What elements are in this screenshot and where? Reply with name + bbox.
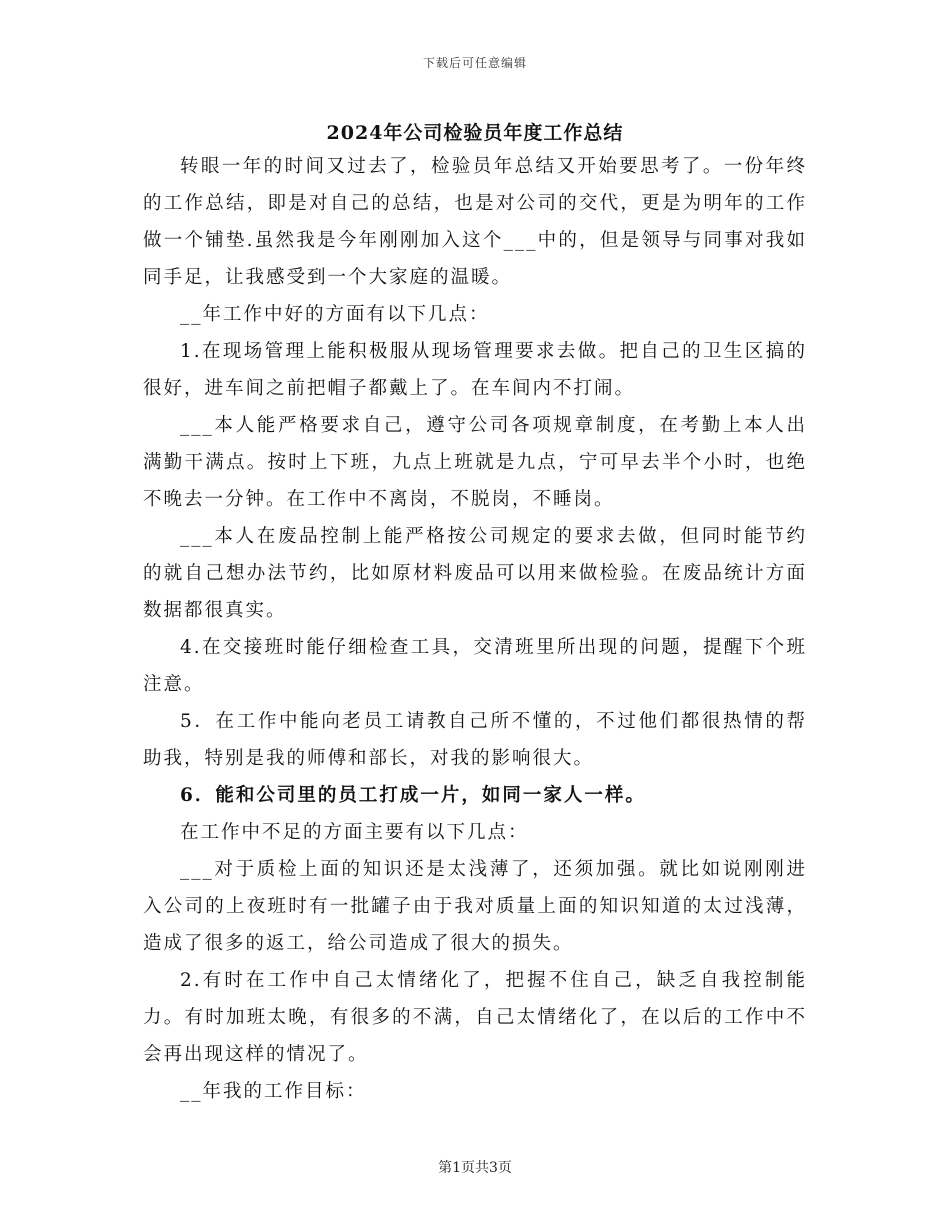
header-note: 下载后可任意编辑 [422, 56, 527, 70]
paragraph-strength-4: 4.在交接班时能仔细检查工具，交清班里所出现的问题，提醒下个班注意。 [143, 637, 807, 695]
paragraph-strength-2: ___本人能严格要求自己，遵守公司各项规章制度，在考勤上本人出满勤干满点。按时上下班，九点上班就是九点，宁可早去半个小时，也绝不晚去一分钟。在工作中不离岗，不脱岗，不睡岗。 [143, 415, 807, 510]
paragraph-strength-5: 5．在工作中能向老员工请教自己所不懂的，不过他们都很热情的帮助我，特别是我的师傅和部长，对我的影响很大。 [143, 711, 807, 769]
paragraph-weaknesses-heading: 在工作中不足的方面主要有以下几点： [180, 822, 529, 843]
paragraph-strength-1: 1.在现场管理上能积极服从现场管理要求去做。把自己的卫生区搞的很好，进车间之前把帽子都戴上了。在车间内不打闹。 [143, 341, 807, 399]
paragraph-strength-3: ___本人在废品控制上能严格按公司规定的要求去做，但同时能节约的就自己想办法节约，比如原材料废品可以用来做检验。在废品统计方面数据都很真实。 [143, 526, 807, 621]
paragraph-strength-6: 6．能和公司里的员工打成一片，如同一家人一样。 [180, 785, 646, 806]
paragraph-weakness-1: ___对于质检上面的知识还是太浅薄了，还须加强。就比如说刚刚进入公司的上夜班时有一批罐子由于我对质量上面的知识知道的太过浅薄，造成了很多的返工，给公司造成了很大的损失。 [143, 859, 807, 954]
document-title: 2024年公司检验员年度工作总结 [326, 122, 624, 144]
page-footer: 第1页共3页 [438, 1160, 512, 1176]
paragraph-weakness-2: 2.有时在工作中自己太情绪化了，把握不住自己，缺乏自我控制能力。有时加班太晚，有很多的不满，自己太情绪化了，在以后的工作中不会再出现这样的情况了。 [143, 970, 807, 1065]
paragraph-intro: 转眼一年的时间又过去了，检验员年总结又开始要思考了。一份年终的工作总结，即是对自己的总结，也是对公司的交代，更是为明年的工作做一个铺垫.虽然我是今年刚刚加入这个___中的，但是领导与同事对我如同手足，让我感受到一个大家庭的温暖。 [143, 156, 807, 288]
paragraph-goals-heading: __年我的工作目标： [180, 1081, 367, 1102]
paragraph-strengths-heading: __年工作中好的方面有以下几点： [180, 304, 490, 325]
document-body [143, 148, 807, 1110]
